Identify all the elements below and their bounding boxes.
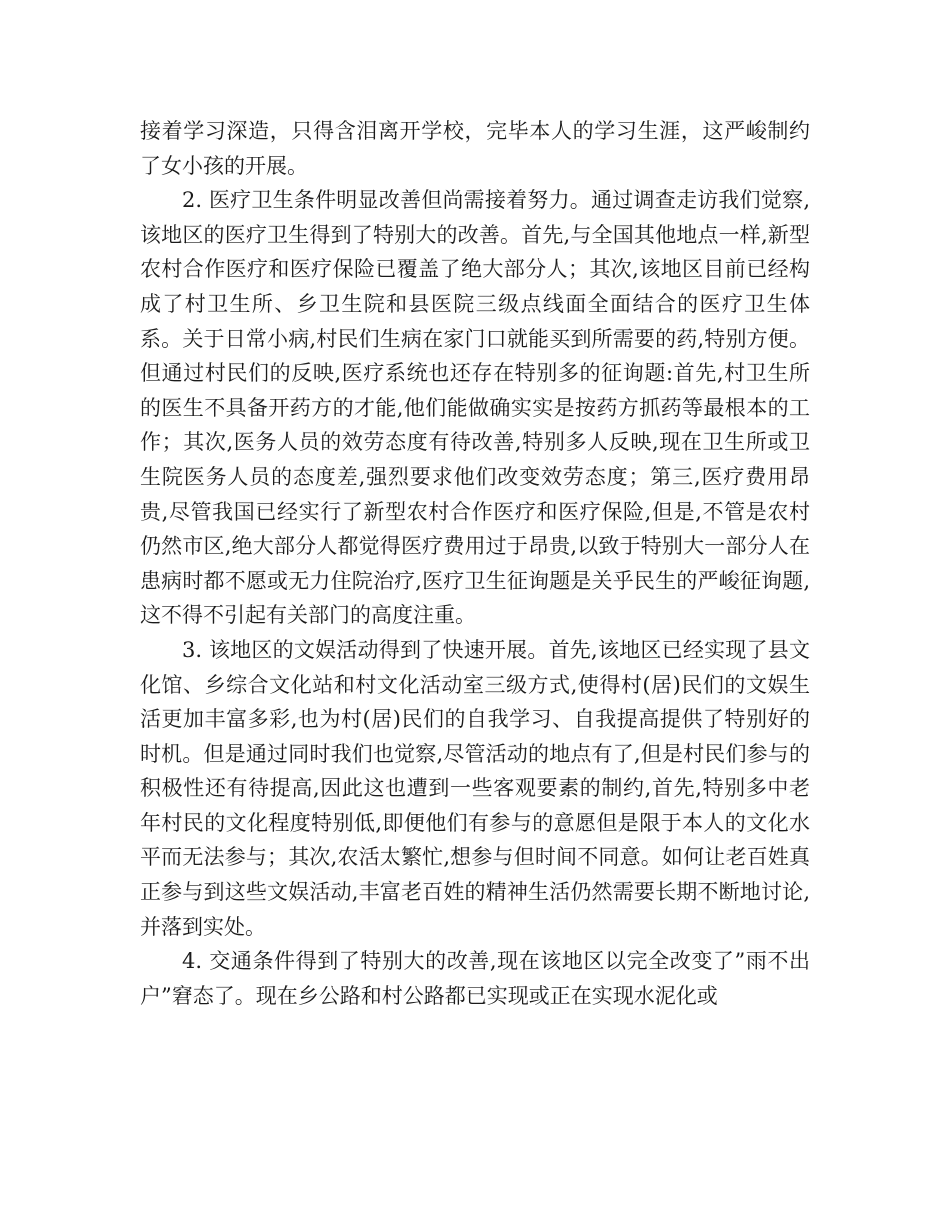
paragraph-transport: 4. 交通条件得到了特别大的改善,现在该地区以完全改变了”雨不出户”窘态了。现在乡公路和村公路都已实现或正在实现水泥化或 bbox=[140, 949, 810, 1008]
document-body bbox=[140, 114, 810, 1013]
paragraph-medical: 2. 医疗卫生条件明显改善但尚需接着努力。通过调查走访我们觉察,该地区的医疗卫生得到了特别大的改善。首先,与全国其他地点一样,新型农村合作医疗和医疗保险已覆盖了绝大部分人；其次,该地区目前已经构成了村卫生所、乡卫生院和县医院三级点线面全面结合的医疗卫生体系。关于日常小病,村民们生病在家门口就能买到所需要的药,特别方便。但通过村民们的反映,医疗系统也还存在特别多的征询题:首先,村卫生所的医生不具备开药方的才能,他们能做确实实是按药方抓药等最根本的工作；其次,医务人员的效劳态度有待改善,特别多人反映,现在卫生所或卫生院医务人员的态度差,强烈要求他们改变效劳态度；第三,医疗费用昂贵,尽管我国已经实行了新型农村合作医疗和医疗保险,但是,不管是农村仍然市区,绝大部分人都觉得医疗费用过于昂贵,以致于特别大一部分人在患病时都不愿或无力住院治疗,医疗卫生征询题是关乎民生的严峻征询题,这不得不引起有关部门的高度注重。 bbox=[140, 188, 810, 628]
paragraph-continuation: 接着学习深造，只得含泪离开学校，完毕本人的学习生涯，这严峻制约了女小孩的开展。 bbox=[140, 119, 810, 178]
paragraph-entertainment: 3. 该地区的文娱活动得到了快速开展。首先,该地区已经实现了县文化馆、乡综合文化站和村文化活动室三级方式,使得村(居)民们的文娱生活更加丰富多彩,也为村(居)民们的自我学习、自我提高提供了特别好的时机。但是通过同时我们也觉察,尽管活动的地点有了,但是村民们参与的积极性还有待提高,因此这也遭到一些客观要素的制约,首先,特别多中老年村民的文化程度特别低,即便他们有参与的意愿但是限于本人的文化水平而无法参与；其次,农活太繁忙,想参与但时间不同意。如何让老百姓真正参与到这些文娱活动,丰富老百姓的精神生活仍然需要长期不断地讨论,并落到实处。 bbox=[140, 637, 810, 939]
